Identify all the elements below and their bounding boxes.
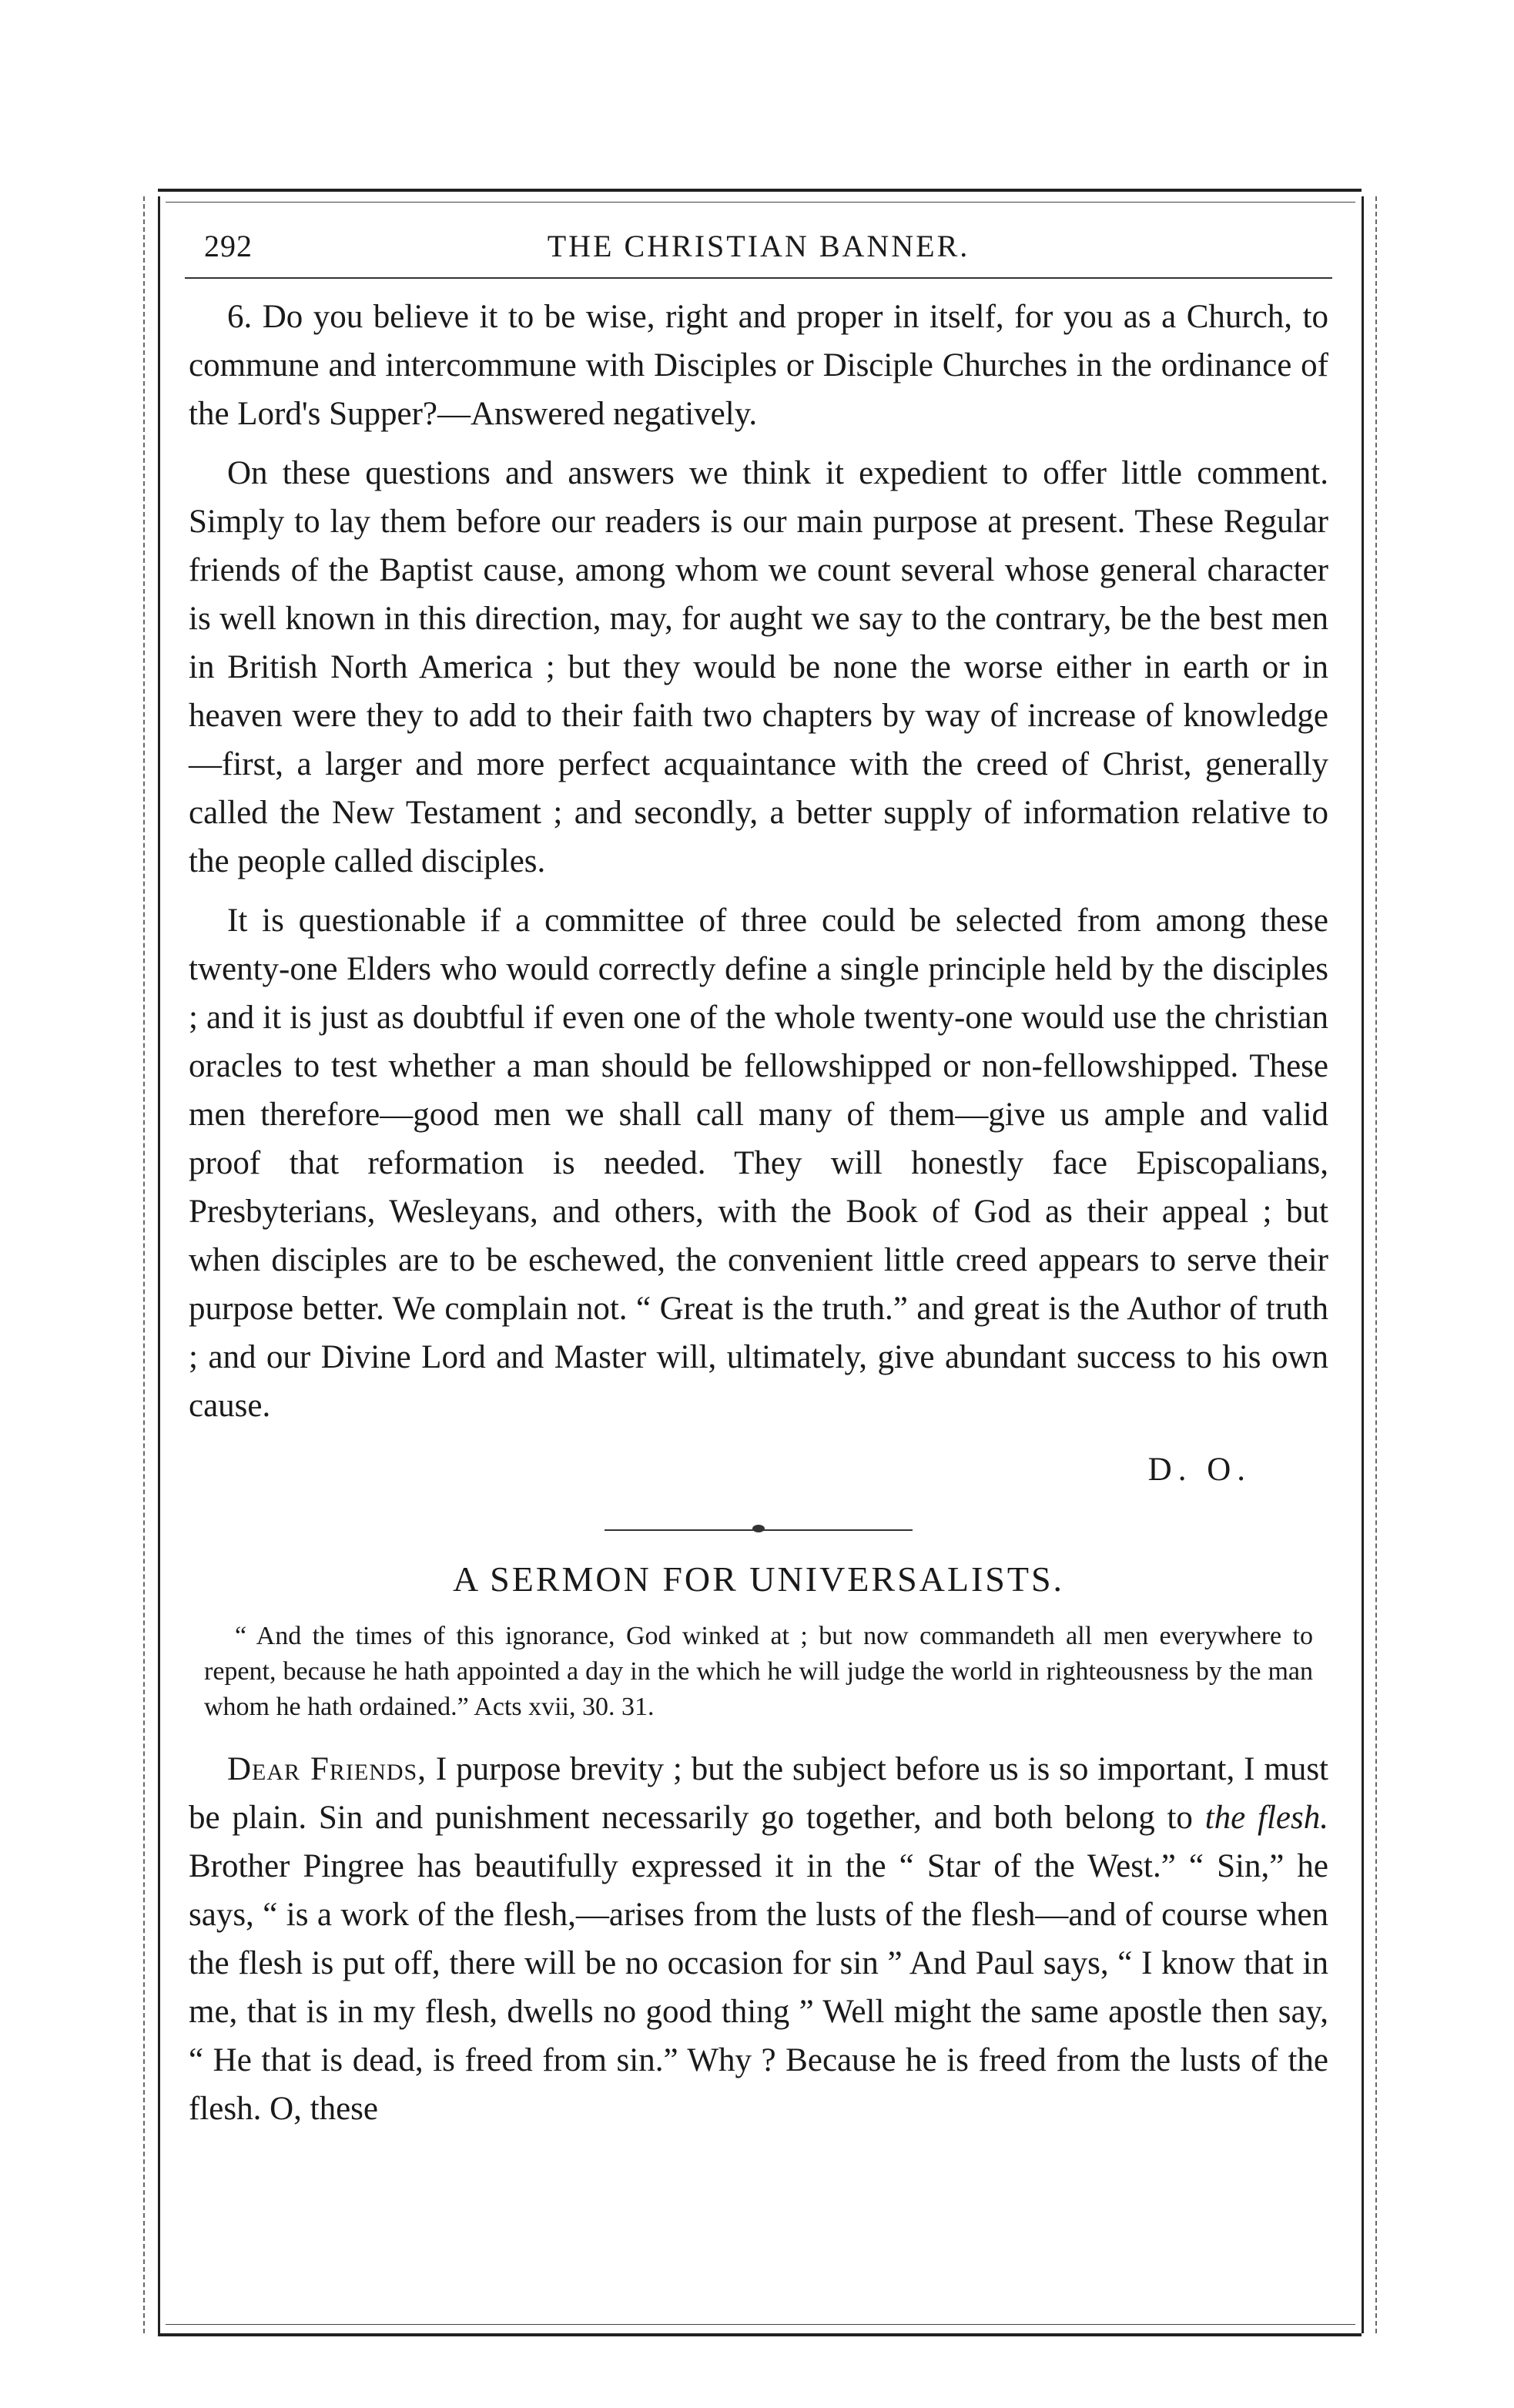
author-signature: D. O.	[1147, 1452, 1251, 1488]
header-rule	[185, 277, 1332, 279]
page-number: 292	[204, 229, 253, 263]
section-divider	[189, 1514, 1328, 1545]
sermon-epigraph: “ And the times of this ignorance, God winked at ; but now commandeth all men everywhere to repent, because he hath appointed a day in the which he will judge the world in righteousness by the man whom he hath ordained.” Acts xvii, 30. 31.	[204, 1622, 1313, 1721]
sermon-body-part2: Brother Pingree has beautifully expressed it in the “ Star of the West.” “ Sin,” he says, “ is a work of the flesh,—arises from the lusts of the flesh—and of course when the flesh is put off, there will be no occasion for sin ” And Paul says, “ I know that in me, that is in my flesh, dwells no good thing ” Well might the same apostle then say, “ He that is dead, is freed from sin.” Why ? Because he is freed from the lusts of the flesh. O, these	[189, 1848, 1328, 2127]
top-border-rule	[158, 189, 1362, 192]
running-title: THE CHRISTIAN BANNER.	[547, 229, 970, 263]
bottom-border-rule	[158, 2333, 1362, 2336]
commentary-paragraph: On these questions and answers we think it expedient to offer little comment. Simply to lay them before our readers is our main purpose at present. These Regular friends of the Baptist cause, among whom we count several whose general character is well known in this direction, may, for aught we say to the contrary, be the best men in British North America ; but they would be none the worse either in earth or in heaven were they to add to their faith two chapters by way of increase of knowledge—first, a larger and more perfect acquaintance with the creed of Christ, generally called the New Testament ; and secondly, a better supply of information relative to the people called disciples.	[189, 455, 1328, 879]
sermon-salutation: Dear Friends,	[227, 1751, 427, 1787]
bottom-inner-rule	[166, 2324, 1355, 2325]
sermon-body-part1: I purpose brevity ; but the subject before us is so important, I must be plain. Sin and punishment necessarily go together, and both belong to	[189, 1751, 1328, 1836]
page-header	[189, 223, 1328, 270]
committee-paragraph: It is questionable if a committee of three could be selected from among these twenty-one Elders who would correctly define a single principle held by the disciples ; and it is just as doubtful if even one of the whole twenty-one would use the christian oracles to test whether a man should be fellowshipped or non-fellowshipped. These men therefore—good men we shall call many of them—give us ample and valid proof that reformation is needed. They will honestly face Episcopalians, Presbyterians, Wesleyans, and others, with the Book of God as their appeal ; but when disciples are to be eschewed, the convenient little creed appears to serve their purpose better. We complain not. “ Great is the truth.” and great is the Author of truth ; and our Divine Lord and Master will, ultimately, give abundant success to his own cause.	[189, 903, 1328, 1424]
question-6-paragraph: 6. Do you believe it to be wise, right and proper in itself, for you as a Church, to commune and intercommune with Disciples or Disciple Churches in the ordinance of the Lord's Supper?—Answered negatively.	[189, 299, 1328, 432]
divider-ornament	[752, 1525, 765, 1532]
sermon-body-italic: the flesh.	[1204, 1800, 1328, 1836]
sermon-body	[189, 1745, 1328, 2133]
page-content	[189, 293, 1328, 2133]
sermon-title: A SERMON FOR UNIVERSALISTS.	[452, 1559, 1065, 1599]
